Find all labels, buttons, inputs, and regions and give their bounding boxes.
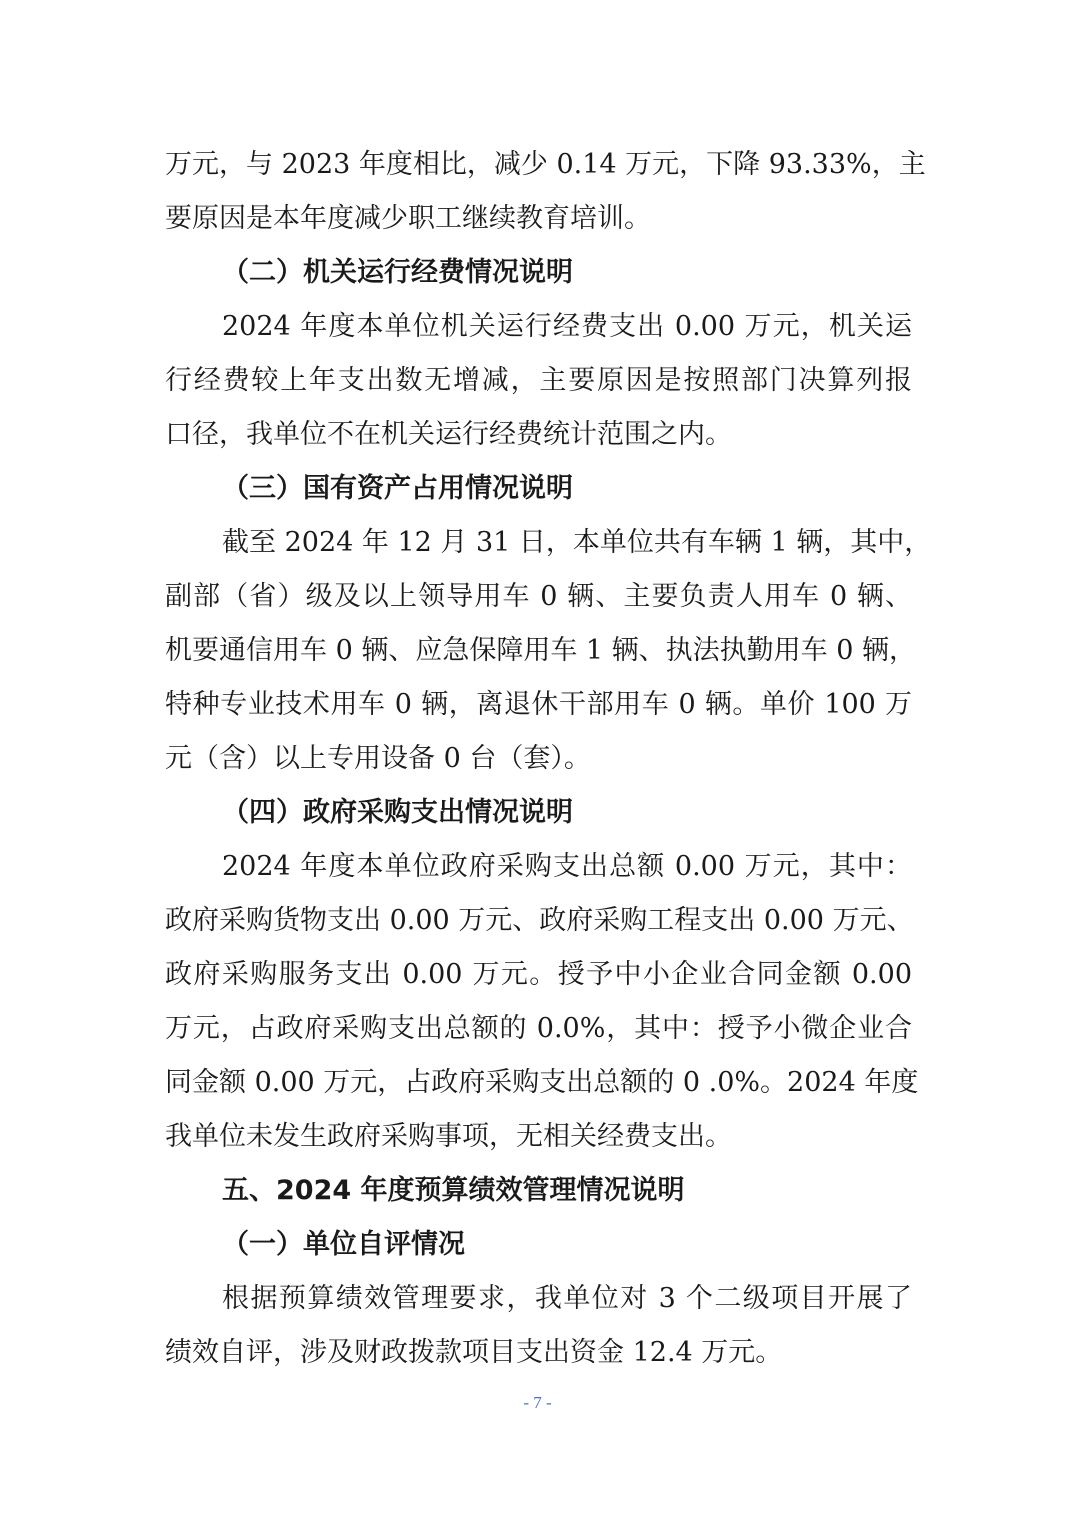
text-line: 特种专业技术用车 0 辆，离退休干部用车 0 辆。单价 100 万 bbox=[165, 689, 912, 720]
heading-text: （三）国有资产占用情况说明 bbox=[222, 473, 573, 504]
document-body bbox=[165, 138, 932, 1380]
heading-text: 五、2024 年度预算绩效管理情况说明 bbox=[222, 1175, 685, 1206]
paragraph bbox=[165, 1272, 912, 1380]
heading-text: （二）机关运行经费情况说明 bbox=[222, 257, 573, 288]
subsection-heading bbox=[165, 462, 912, 516]
text-line: 万元，与 2023 年度相比，减少 0.14 万元，下降 93.33%，主 bbox=[165, 149, 926, 180]
text-line: 同金额 0.00 万元，占政府采购支出总额的 0 .0%。2024 年度 bbox=[165, 1067, 919, 1098]
text-line: 口径，我单位不在机关运行经费统计范围之内。 bbox=[165, 419, 732, 450]
text-line: 政府采购货物支出 0.00 万元、政府采购工程支出 0.00 万元、 bbox=[165, 905, 914, 936]
text-line: 2024 年度本单位机关运行经费支出 0.00 万元，机关运 bbox=[222, 311, 912, 342]
heading-text: （一）单位自评情况 bbox=[222, 1229, 465, 1260]
text-line: 行经费较上年支出数无增减，主要原因是按照部门决算列报 bbox=[165, 365, 912, 396]
heading-text: （四）政府采购支出情况说明 bbox=[222, 797, 573, 828]
text-line: 要原因是本年度减少职工继续教育培训。 bbox=[165, 203, 651, 234]
text-line: 截至 2024 年 12 月 31 日，本单位共有车辆 1 辆，其中， bbox=[222, 527, 932, 558]
text-line: 2024 年度本单位政府采购支出总额 0.00 万元，其中： bbox=[222, 851, 912, 882]
text-line: 机要通信用车 0 辆、应急保障用车 1 辆、执法执勤用车 0 辆， bbox=[165, 635, 917, 666]
text-line: 根据预算绩效管理要求，我单位对 3 个二级项目开展了 bbox=[222, 1283, 912, 1314]
subsection-heading bbox=[165, 246, 912, 300]
page-number: - 7 - bbox=[523, 1393, 552, 1412]
paragraph bbox=[165, 516, 932, 786]
subsection-heading bbox=[165, 786, 912, 840]
paragraph bbox=[165, 300, 912, 462]
text-line: 政府采购服务支出 0.00 万元。授予中小企业合同金额 0.00 bbox=[165, 959, 912, 990]
text-line: 元（含）以上专用设备 0 台（套）。 bbox=[165, 743, 591, 774]
text-line: 万元，占政府采购支出总额的 0.0%，其中：授予小微企业合 bbox=[165, 1013, 912, 1044]
subsection-heading bbox=[165, 1218, 912, 1272]
paragraph bbox=[165, 840, 919, 1164]
section-heading bbox=[165, 1164, 912, 1218]
text-line: 我单位未发生政府采购事项，无相关经费支出。 bbox=[165, 1121, 732, 1152]
paragraph bbox=[165, 138, 926, 246]
text-line: 副部（省）级及以上领导用车 0 辆、主要负责人用车 0 辆、 bbox=[165, 581, 912, 612]
text-line: 绩效自评，涉及财政拨款项目支出资金 12.4 万元。 bbox=[165, 1337, 783, 1368]
